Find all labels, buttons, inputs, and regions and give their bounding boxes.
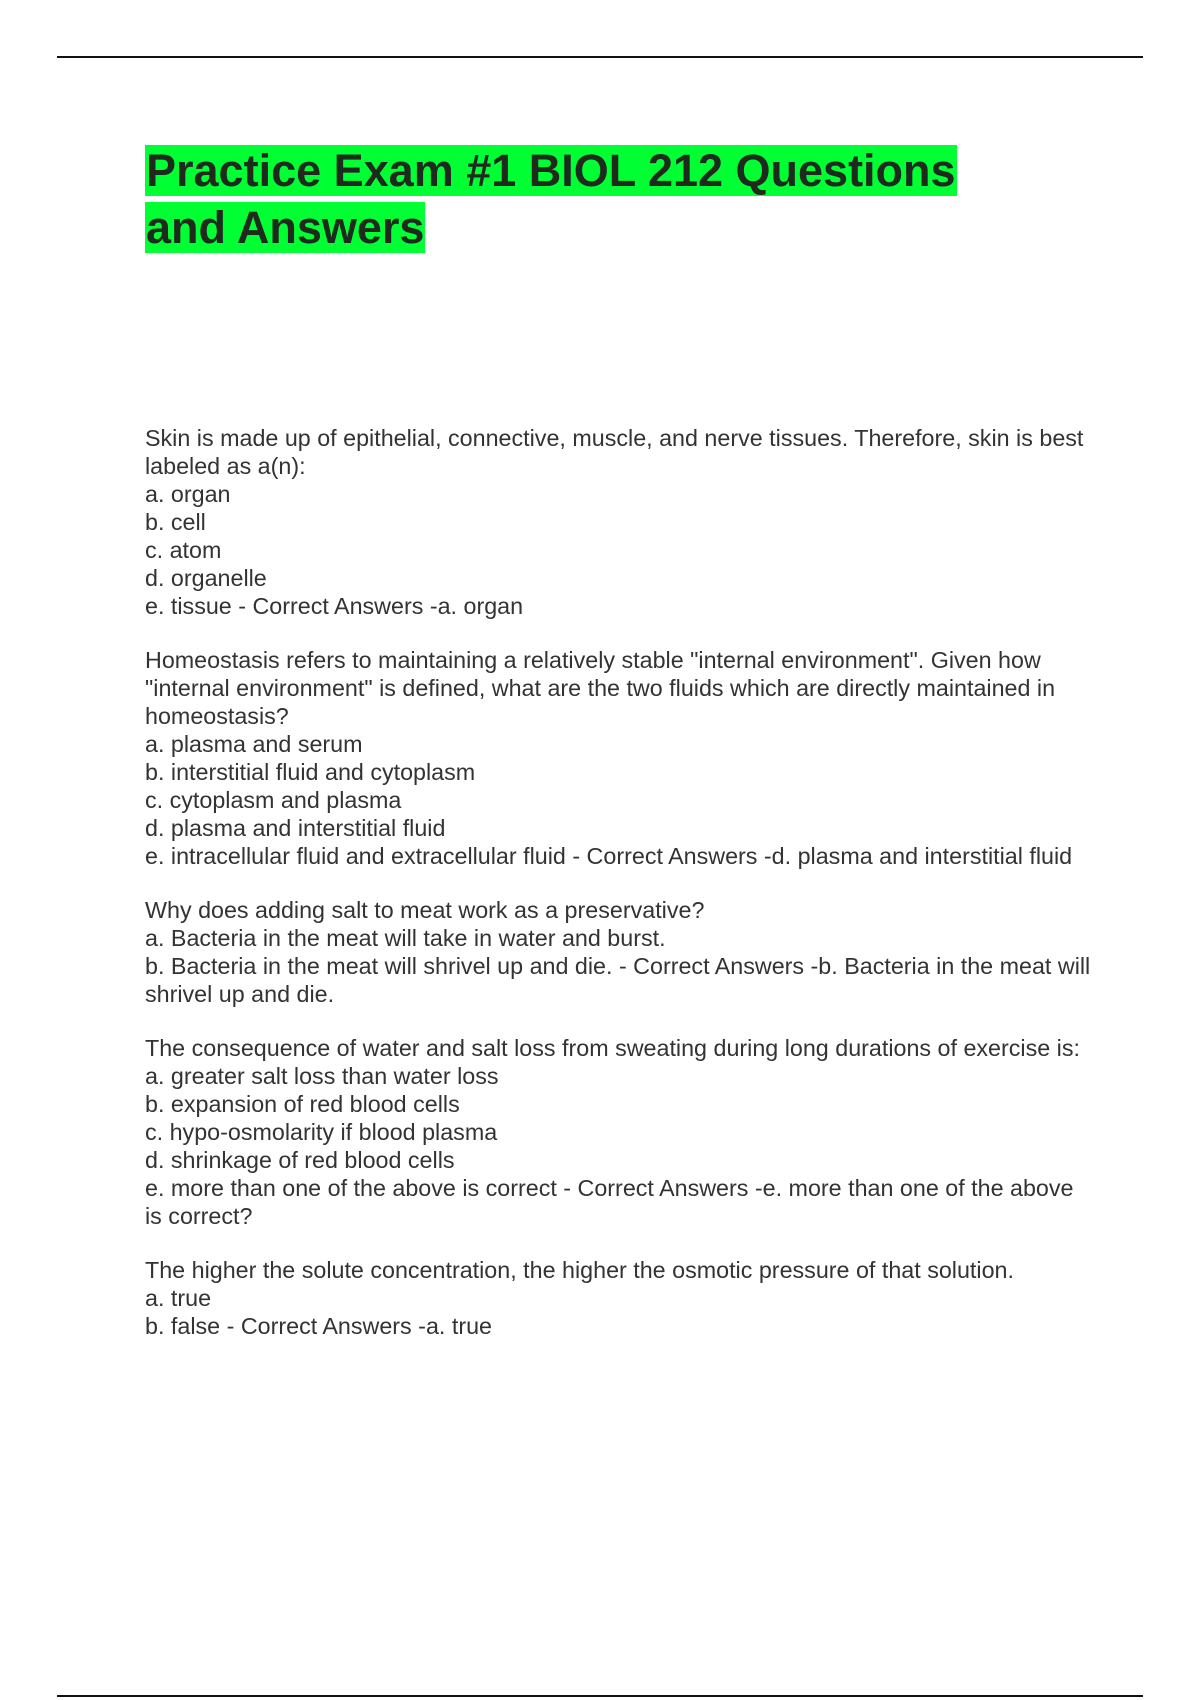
question-5 — [145, 1256, 1095, 1340]
answer-option: b. cell — [145, 509, 206, 535]
top-rule — [57, 56, 1143, 58]
answer-option: a. greater salt loss than water loss — [145, 1063, 499, 1089]
bottom-rule — [57, 1695, 1143, 1697]
question-prompt: The higher the solute concentration, the higher the osmotic pressure of that solution. — [145, 1257, 1014, 1283]
answer-option: a. Bacteria in the meat will take in water and burst. — [145, 925, 666, 951]
answer-option: b. expansion of red blood cells — [145, 1091, 460, 1117]
question-2 — [145, 646, 1095, 870]
question-4 — [145, 1034, 1095, 1230]
answer-option: b. Bacteria in the meat will shrivel up and die. - Correct Answers -b. Bacteria in the meat will shrivel up and die. — [145, 953, 1091, 1007]
answer-option: c. atom — [145, 537, 222, 563]
answer-option: c. hypo-osmolarity if blood plasma — [145, 1119, 498, 1145]
question-prompt: Homeostasis refers to maintaining a relatively stable "internal environment". Given how "internal environment" is defined, what are the two fluids which are directly maintained in homeostasis? — [145, 647, 1056, 729]
answer-option: b. interstitial fluid and cytoplasm — [145, 759, 476, 785]
title-highlight: Practice Exam #1 BIOL 212 Questions and Answers — [146, 145, 956, 253]
question-1 — [145, 424, 1095, 620]
answer-option: c. cytoplasm and plasma — [145, 787, 402, 813]
answer-option: e. more than one of the above is correct - Correct Answers -e. more than one of the above is correct? — [145, 1175, 1074, 1229]
question-prompt: Skin is made up of epithelial, connective, muscle, and nerve tissues. Therefore, skin is best labeled as a(n): — [145, 425, 1084, 479]
question-list — [145, 424, 1095, 1366]
document-title — [145, 142, 1045, 256]
answer-option: a. plasma and serum — [145, 731, 363, 757]
answer-option: e. intracellular fluid and extracellular fluid - Correct Answers -d. plasma and interstitial fluid — [145, 843, 1073, 869]
question-3 — [145, 896, 1095, 1008]
answer-option: d. organelle — [145, 565, 267, 591]
question-prompt: Why does adding salt to meat work as a preservative? — [145, 897, 705, 923]
answer-option: d. plasma and interstitial fluid — [145, 815, 446, 841]
answer-option: a. true — [145, 1285, 212, 1311]
answer-option: a. organ — [145, 481, 231, 507]
answer-option: d. shrinkage of red blood cells — [145, 1147, 455, 1173]
question-prompt: The consequence of water and salt loss from sweating during long durations of exercise is: — [145, 1035, 1080, 1061]
answer-option: b. false - Correct Answers -a. true — [145, 1313, 492, 1339]
answer-option: e. tissue - Correct Answers -a. organ — [145, 593, 524, 619]
